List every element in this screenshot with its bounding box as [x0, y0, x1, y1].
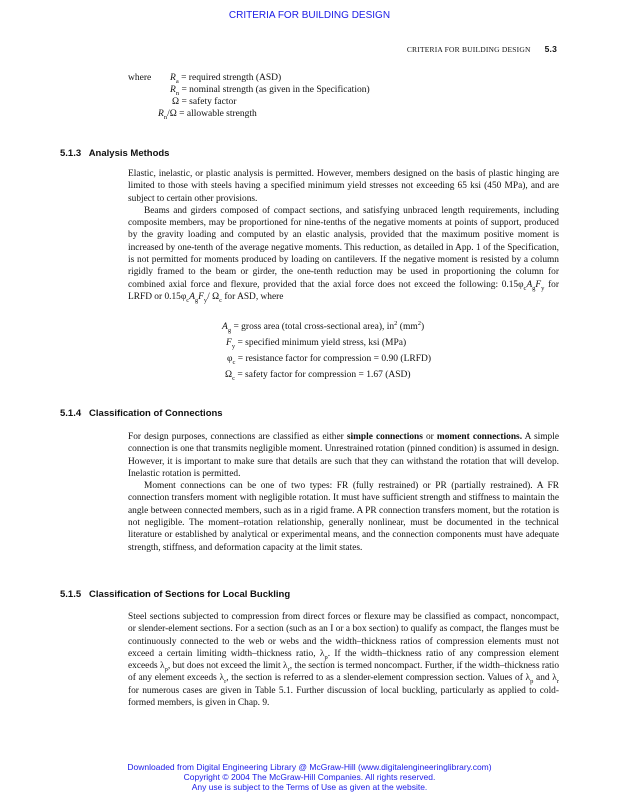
footer-copyright: Copyright © 2004 The McGraw-Hill Companies. All rights reserved. — [183, 772, 436, 782]
section-body-local-buckling — [128, 611, 559, 709]
definition-line: $R_a$ = required strength (ASD) — [170, 73, 282, 85]
page-number: 5.3 — [544, 44, 557, 54]
paragraph: For design purposes, connections are classified as either simple connections or moment connections. A simple connection is one that transmits negligible moment. Unrestrained rotation (pinned condition) is assumed in design. However, it is important to make sure that details are such that they can withstand the rotation that will develop. Inelastic rotation is permitted. — [128, 432, 560, 479]
section-body-classification-of-connections — [128, 431, 559, 554]
equation-definition: $\Omega_c$ = safety factor for compression = 1.67 (ASD) — [225, 370, 411, 382]
paragraph: Elastic, inelastic, or plastic analysis is permitted. However, members designed on the basis of plastic hinging are limited to those with steels having a specified minimum yield stresses not exceeding 65 ksi (450 MPa), and are subject to certain other provisions. — [128, 169, 559, 204]
section-heading-classification-of-connections: 5.1.4 Classification of Connections — [60, 408, 223, 419]
page-banner: CRITERIA FOR BUILDING DESIGN — [228, 10, 391, 21]
paragraph: Moment connections can be one of two types: FR (fully restrained) or PR (partially restrained). A FR connection transfers moment with negligible rotation. It must have sufficient strength and stiffness to maintain the angle between connected members, such as in a rigid frame. A PR connection transfers moment, but the rotation is not negligible. The moment–rotation relationship, generally nonlinear, must be documented in the technical literature or established by analytical or experimental means, and the connection components must have adequate strength, stiffness, and deformation capacity at the limit states. — [128, 481, 559, 553]
equation-definition: $F_y$ = specified minimum yield stress, ksi (MPa) — [226, 338, 407, 350]
footer-download-link[interactable]: Downloaded from Digital Engineering Library @ McGraw-Hill (www.digitalengineeringlibrary.com) — [127, 762, 492, 772]
definition-line: Ω = safety factor — [172, 97, 237, 107]
section-heading-local-buckling: 5.1.5 Classification of Sections for Local Buckling — [60, 589, 291, 600]
paragraph: Beams and girders composed of compact sections, and satisfying unbraced length requirements, including composite members, may be proportioned for nine-tenths of the negative moments at points of support, produced by the gravity loading and computed by an elastic analysis, provided that the maximum positive moment is increased by one-tenth of the average negative moments. This reduction, as detailed in App. 1 of the Specification, is not permitted for moments produced by loading on cantilevers. If the negative moment is resisted by a column rigidly framed to the beam or girder, the one-tenth reduction may be used in proportioning the column for combined axial force and flexure, provided that the axial force does not exceed the following: $0.15\varphi_cA_gF_y$ for LRFD or $0.15\varphi_cA_gF_y/$ $\Omega_c$ for ASD, where — [128, 205, 559, 304]
definition-line: $R_n/\Omega$ = allowable strength — [158, 109, 257, 121]
equation-definition: $A_g$ = gross area (total cross-sectional area), $in^2$ $(mm^2)$ — [222, 319, 425, 334]
equation-definition: $\varphi_c$ = resistance factor for compression = 0.90 (LRFD) — [227, 354, 432, 366]
definition-line: $R_n$ = nominal strength (as given in the Specification) — [170, 85, 370, 97]
section-body-analysis-methods — [128, 168, 559, 303]
running-head-title: CRITERIA FOR BUILDING DESIGN — [406, 45, 531, 54]
paragraph: Steel sections subjected to compression from direct forces or flexure may be classified as compact, noncompact, or slender-element sections. For a section (such as an I or a box section) to qualify as compact, the flanges must be continuously connected to the web or webs and the width–thickness ratios of compression elements must not exceed a certain limiting width–thickness ratio, $\lambda_p$. If the width–thickness ratio of any compression element exceeds $\lambda_p$, but does not exceed the limit $\lambda_r$, the section is termed noncompact. Further, if the width–thickness ratio of any element exceeds $\lambda_r$, the section is referred to as a slender-element compression section. Values of $\lambda_p$ and $\lambda_r$ for numerous cases are given in Table 5.1. Further discussion of local buckling, particularly as applied to cold-formed members, is given in Chap. 9. — [128, 612, 560, 709]
section-heading-analysis-methods: 5.1.3 Analysis Methods — [60, 148, 170, 159]
where-label: where — [128, 73, 152, 83]
footer-terms-link[interactable]: Any use is subject to the Terms of Use as given at the website. — [191, 782, 428, 792]
running-head — [407, 44, 557, 54]
